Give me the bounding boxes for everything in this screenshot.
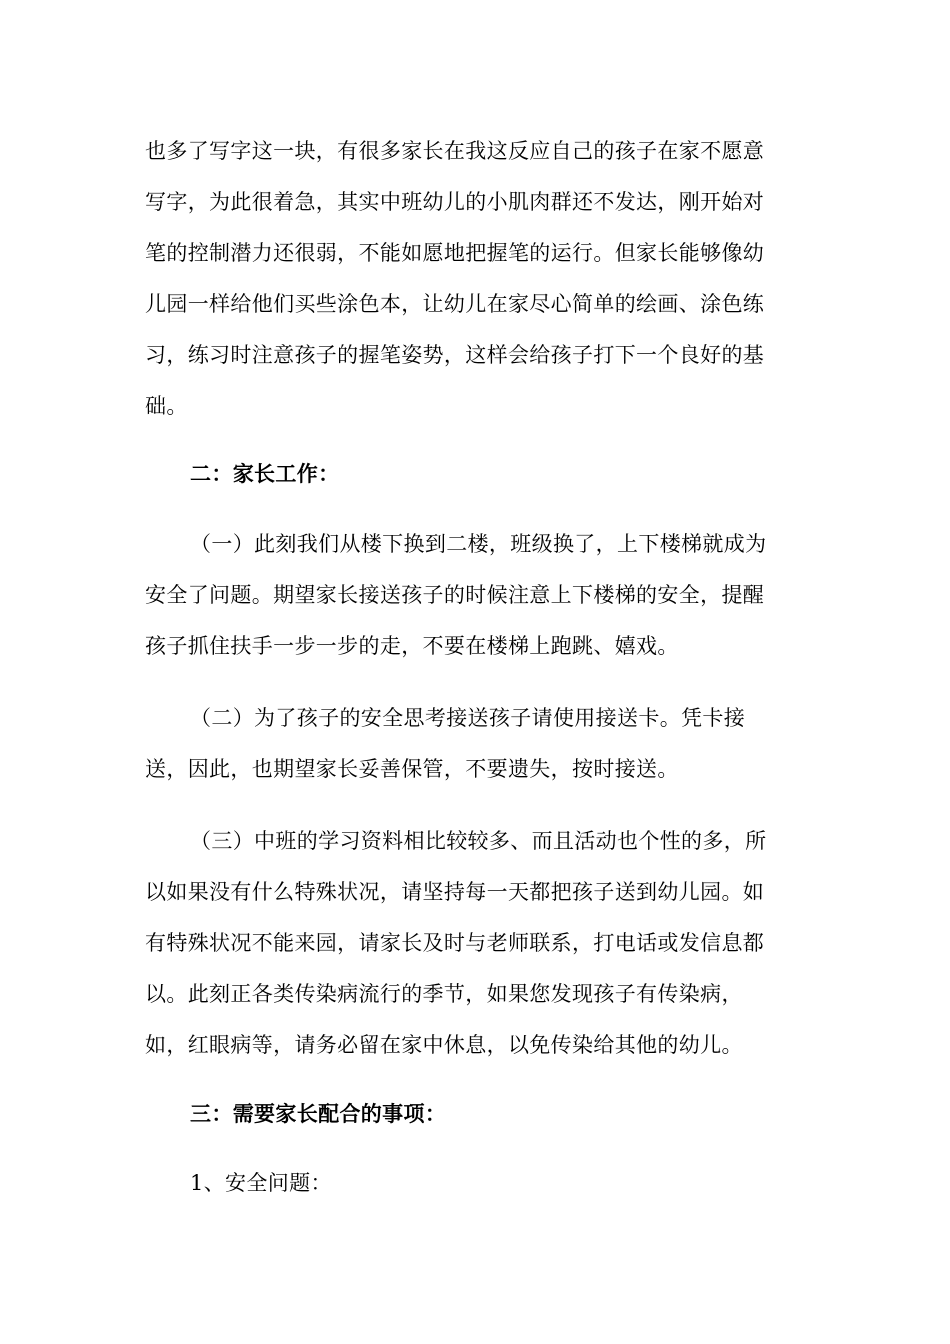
body-text-line: 笔的控制潜力还很弱，不能如愿地把握笔的运行。但家长能够像幼 [145,241,765,265]
body-text-line: 写字，为此很着急，其实中班幼儿的小肌肉群还不发达，刚开始对 [145,190,765,214]
body-text-line: 安全了问题。期望家长接送孩子的时候注意上下楼梯的安全，提醒 [145,583,765,607]
body-text-line: 础。 [145,394,188,418]
body-text-line: 如，红眼病等，请务必留在家中休息，以免传染给其他的幼儿。 [145,1033,743,1057]
body-text-line: 以。此刻正各类传染病流行的季节，如果您发现孩子有传染病， [145,982,743,1006]
body-text-line: 送，因此，也期望家长妥善保管，不要遗失，按时接送。 [145,757,679,781]
body-text-line: 儿园一样给他们买些涂色本，让幼儿在家尽心简单的绘画、涂色练 [145,292,765,316]
body-text-line: （三）中班的学习资料相比较较多、而且活动也个性的多，所 [190,829,767,853]
body-text-line: （二）为了孩子的安全思考接送孩子请使用接送卡。凭卡接 [190,706,746,730]
section-heading: 二：家长工作： [190,461,340,486]
section-heading: 三：需要家长配合的事项： [190,1101,447,1126]
body-text-line: （一）此刻我们从楼下换到二楼，班级换了，上下楼梯就成为 [190,532,767,556]
body-text-line: 以如果没有什么特殊状况，请坚持每一天都把孩子送到幼儿园。如 [145,880,765,904]
body-text-line: 有特殊状况不能来园，请家长及时与老师联系，打电话或发信息都 [145,931,765,955]
subsection-heading: 1、安全问题： [190,1171,332,1195]
body-text-line: 孩子抓住扶手一步一步的走，不要在楼梯上跑跳、嬉戏。 [145,634,679,658]
body-text-line: 习，练习时注意孩子的握笔姿势，这样会给孩子打下一个良好的基 [145,343,765,367]
body-text-line: 也多了写字这一块，有很多家长在我这反应自己的孩子在家不愿意 [145,139,765,163]
